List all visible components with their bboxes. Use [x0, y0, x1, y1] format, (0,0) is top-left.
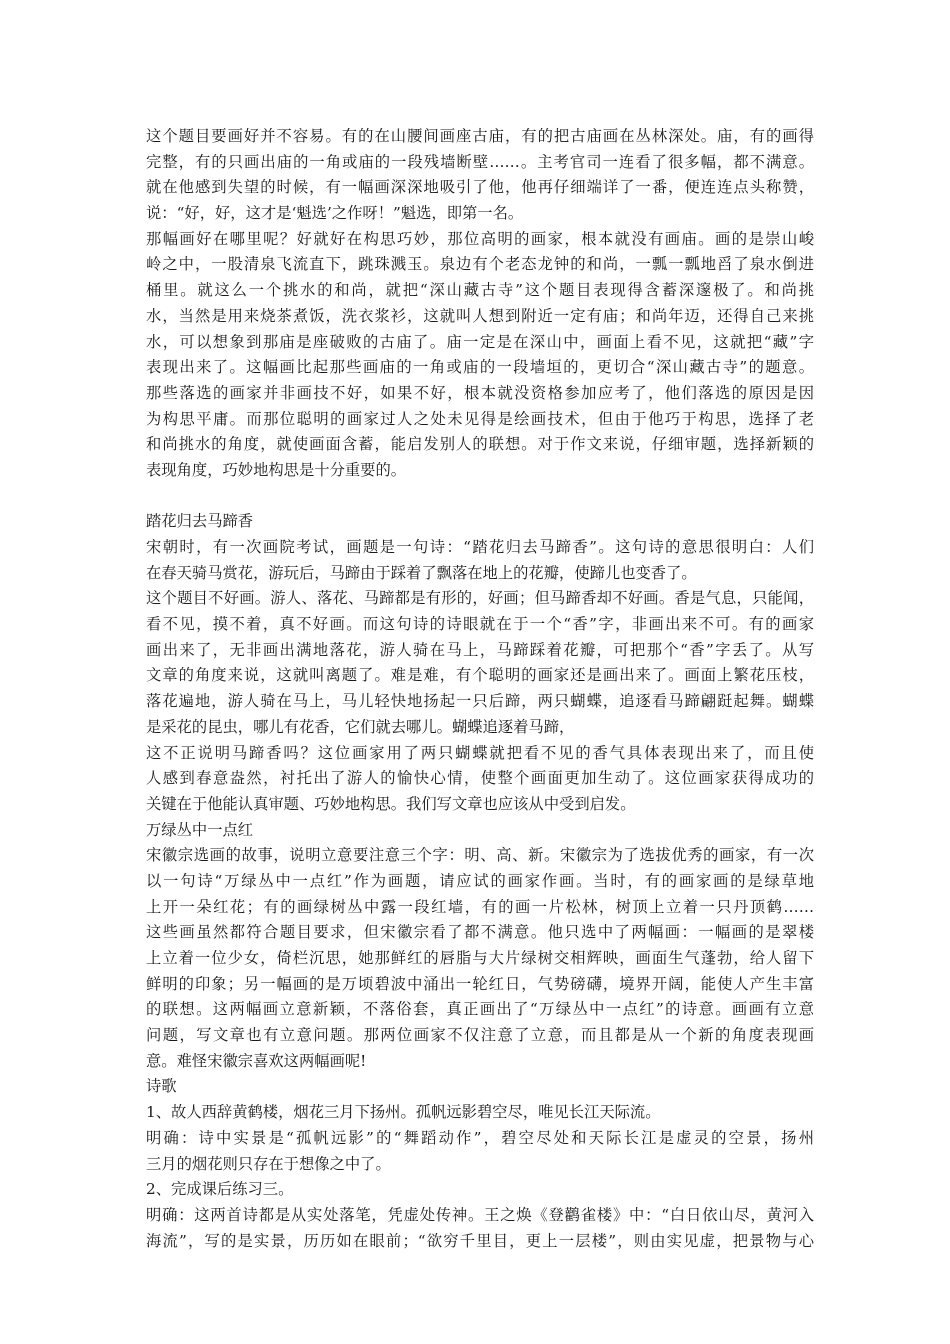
text-line: 水，可以想象到那庙是座破败的古庙了。庙一定是在深山中，画面上看不见，这就把“藏”字	[146, 332, 814, 351]
text-line: 岭之中，一股清泉飞流直下，跳珠溅玉。泉边有个老态龙钟的和尚，一瓢一瓢地舀了泉水倒进	[146, 255, 814, 274]
text-line: 表现角度，巧妙地构思是十分重要的。	[146, 460, 407, 479]
text-line: 三月的烟花则只存在于想像之中了。	[146, 1154, 391, 1173]
text-line: 桶里。就这么一个挑水的和尚，就把“深山藏古寺”这个题目表现得含蓄深邃极了。和尚挑	[146, 281, 814, 300]
text-line: 明确：这两首诗都是从实处落笔，凭虚处传神。王之焕《登鹳雀楼》中：“白日依山尽，黄河入	[146, 1205, 814, 1224]
text-line: 这不正说明马蹄香吗？这位画家用了两只蝴蝶就把看不见的香气具体表现出来了，而且使	[146, 743, 814, 762]
text-line: 完整，有的只画出庙的一角或庙的一段残墙断壁……。主考官司一连看了很多幅，都不满意。	[146, 152, 814, 171]
text-line: 意。难怪宋徽宗喜欢这两幅画呢!	[146, 1051, 367, 1070]
text-line: 说：“好，好，这才是‘魁选’之作呀！”魁选，即第一名。	[146, 204, 524, 223]
text-line: 表现出来了。这幅画比起那些画庙的一角或庙的一段墙垣的，更切合“深山藏古寺”的题意。	[146, 358, 814, 377]
text-line: 问题，写文章也有立意问题。那两位画家不仅注意了立意，而且都是从一个新的角度表现画	[146, 1026, 814, 1045]
text-line: 踏花归去马蹄香	[146, 512, 254, 531]
text-line: 水，当然是用来烧茶煮饭，洗衣浆衫，这就叫人想到附近一定有庙；和尚年迈，还得自己来挑	[146, 306, 814, 325]
document-body	[146, 124, 814, 1254]
text-line: 以一句诗“万绿丛中一点红”作为画题，请应试的画家作画。当时，有的画家画的是绿草地	[146, 871, 814, 890]
text-line: 和尚挑水的角度，就使画面含蓄，能启发别人的联想。对于作文来说，仔细审题，选择新颖的	[146, 435, 814, 454]
text-line: 上开一朵红花；有的画绿树丛中露一段红墙，有的画一片松林，树顶上立着一只丹顶鹤……	[146, 897, 814, 916]
text-line: 明确：诗中实景是“孤帆远影”的“舞蹈动作”，碧空尽处和天际长江是虚灵的空景，扬州	[146, 1128, 814, 1147]
text-line: 画出来了，无非画出满地落花，游人骑在马上，马蹄踩着花瓣，可把那个“香”字丢了。从写	[146, 640, 814, 659]
text-line: 人感到春意盎然，衬托出了游人的愉快心情，使整个画面更加生动了。这位画家获得成功的	[146, 769, 814, 788]
text-line: 为构思平庸。而那位聪明的画家过人之处未见得是绘画技术，但由于他巧于构思，选择了老	[146, 409, 814, 428]
text-line: 这个题目不好画。游人、落花、马蹄都是有形的，好画；但马蹄香却不好画。香是气息，只能闻，	[146, 589, 814, 608]
text-line: 在春天骑马赏花，游玩后，马蹄由于踩着了飘落在地上的花瓣，使蹄儿也变香了。	[146, 563, 697, 582]
blank-line	[146, 484, 814, 510]
text-line: 那幅画好在哪里呢？好就好在构思巧妙，那位高明的画家，根本就没有画庙。画的是崇山峻	[146, 229, 814, 248]
text-line: 宋朝时，有一次画院考试，画题是一句诗：“踏花归去马蹄香”。这句诗的意思很明白：人们	[146, 538, 814, 556]
text-line: 关键在于他能认真审题、巧妙地构思。我们写文章也应该从中受到启发。	[146, 794, 636, 813]
text-line: 2、完成课后练习三。	[146, 1180, 294, 1199]
text-line: 是采花的昆虫，哪儿有花香，它们就去哪儿。蝴蝶追逐着马蹄，	[146, 717, 575, 736]
text-line: 诗歌	[146, 1077, 177, 1096]
text-line: 的联想。这两幅画立意新颖，不落俗套，真正画出了“万绿丛中一点红”的诗意。画画有立意	[146, 1000, 814, 1019]
text-line: 落花遍地，游人骑在马上，马儿轻快地扬起一只后蹄，两只蝴蝶，追逐看马蹄翩跹起舞。蝴蝶	[146, 692, 814, 711]
text-line: 宋徽宗选画的故事，说明立意要注意三个字：明、高、新。宋徽宗为了选拔优秀的画家，有一次	[146, 846, 814, 865]
text-line: 就在他感到失望的时候，有一幅画深深地吸引了他，他再仔细端详了一番，便连连点头称赞，	[146, 178, 814, 197]
text-line: 文章的角度来说，这就叫离题了。难是难，有个聪明的画家还是画出来了。画面上繁花压枝，	[146, 666, 814, 685]
text-line: 那些落选的画家并非画技不好，如果不好，根本就没资格参加应考了，他们落选的原因是因	[146, 383, 814, 402]
text-line: 海流”，写的是实景，历历如在眼前；“欲穷千里目，更上一层楼”，则由实见虚，把景物与心	[146, 1231, 814, 1250]
text-line: 看不见，摸不着，真不好画。而这句诗的诗眼就在于一个“香”字，非画出来不可。有的画家	[146, 615, 814, 634]
text-line: 这些画虽然都符合题目要求，但宋徽宗看了都不满意。他只选中了两幅画：一幅画的是翠楼	[146, 923, 814, 942]
text-line: 上立着一位少女，倚栏沉思，她那鲜红的唇脂与大片绿树交相辉映，画面生气蓬勃，给人留下	[146, 949, 814, 967]
text-line: 这个题目要画好并不容易。有的在山腰间画座古庙，有的把古庙画在丛林深处。庙，有的画得	[146, 127, 814, 145]
text-line: 1、故人西辞黄鹤楼，烟花三月下扬州。孤帆远影碧空尽，唯见长江天际流。	[146, 1103, 661, 1122]
text-line: 鲜明的印象；另一幅画的是万顷碧波中涌出一轮红日，气势磅礴，境界开阔，能使人产生丰富	[146, 974, 814, 993]
text-line: 万绿丛中一点红	[146, 820, 254, 839]
